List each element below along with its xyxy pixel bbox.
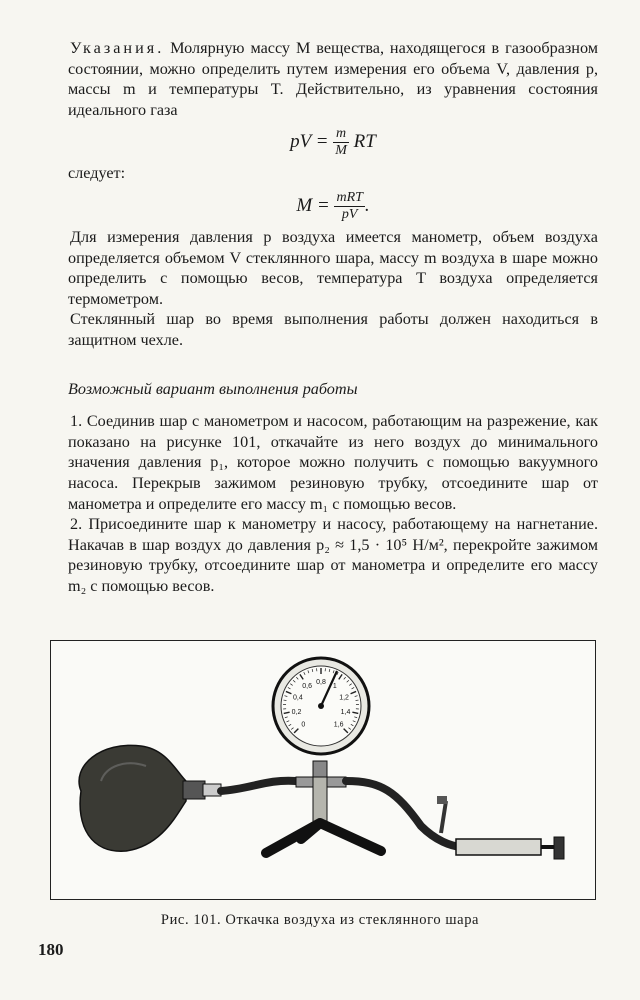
gauge-hub xyxy=(318,703,324,709)
formula-molar-mass xyxy=(68,190,598,223)
hint-label: Указания. xyxy=(70,39,165,57)
gauge-label: 0,8 xyxy=(316,679,326,686)
formula1-fraction xyxy=(333,126,349,159)
apparatus-illustration xyxy=(51,641,595,899)
pump-valve xyxy=(441,801,446,833)
formula2-numerator: mRT xyxy=(336,189,363,205)
formula1-denominator: M xyxy=(335,143,347,159)
formula1-left: pV = xyxy=(290,131,334,153)
pump-handle-icon xyxy=(554,837,564,859)
hint-text: Молярную массу M вещества, находящегося в газообразном состоянии, можно определить путем измерения его объема V, давления p, массы m и температуры T. Действительно, из уравнения состояния идеального газа xyxy=(68,39,598,119)
pump-valve-knob xyxy=(437,796,447,804)
gauge-label: 1 xyxy=(332,683,337,691)
measurement-paragraph: Для измерения давления p воздуха имеется манометр, объем воздуха определяется объемом V стеклянного шара, массу m воздуха в шаре можно определить с помощью весов, температура T воздуха определяется термометром. xyxy=(68,227,598,308)
figure-101 xyxy=(50,640,596,900)
gauge-label: 1,2 xyxy=(339,694,349,702)
formula1-right: RT xyxy=(348,131,376,153)
gauge-label: 0 xyxy=(301,721,306,729)
gauge-stem xyxy=(313,761,327,777)
formula2-fraction xyxy=(334,190,364,223)
page-body xyxy=(68,38,598,596)
gauge-label: 0,4 xyxy=(293,694,303,702)
pump-cylinder-icon xyxy=(456,839,541,855)
gauge-label: 1,6 xyxy=(333,721,344,729)
flask-neck-icon xyxy=(183,781,205,799)
formula1-numerator: m xyxy=(333,126,349,143)
gauge-label: 1,4 xyxy=(340,708,351,716)
left-rubber-tube xyxy=(221,781,296,791)
gauge-label: 0,6 xyxy=(302,683,312,691)
formula2-denominator: pV xyxy=(341,206,358,222)
manometer xyxy=(273,658,369,754)
tripod-base-icon xyxy=(266,823,381,853)
step-2-paragraph: 2. Присоедините шар к манометру и насосу, работающему на нагнетание. Накачав в шар воздух до давления p₂ ≈ 1,5 · 10⁵ Н/м², перекройте зажимом резиновую трубку, отсоедините шар от манометра и определите его массу m₂ с помощью весов. xyxy=(68,515,598,595)
page-number: 180 xyxy=(38,940,64,959)
follows-text: следует: xyxy=(68,164,126,183)
formula2-right: . xyxy=(364,194,370,216)
glass-flask-icon xyxy=(79,745,186,851)
safety-paragraph: Стеклянный шар во время выполнения работы должен находиться в защитном чехле. xyxy=(68,310,598,349)
hint-paragraph xyxy=(68,38,598,120)
formula2-left: M = xyxy=(296,194,335,216)
step-1-paragraph: 1. Соединив шар с манометром и насосом, работающим на разрежение, как показано на рисунке 101, откачайте из него воздух до минимального значения давления p₁, которое можно получить с помощью вакуумного насоса. Перекрыв зажимом резиновую трубку, отсоедините шар от манометра и определите его массу m₁ с помощью весов. xyxy=(68,412,598,513)
section-title: Возможный вариант выполнения работы xyxy=(68,379,358,398)
figure-caption: Рис. 101. Откачка воздуха из стеклянного шара xyxy=(160,912,480,928)
formula-ideal-gas xyxy=(68,126,598,159)
gauge-label: 0,2 xyxy=(291,708,302,716)
